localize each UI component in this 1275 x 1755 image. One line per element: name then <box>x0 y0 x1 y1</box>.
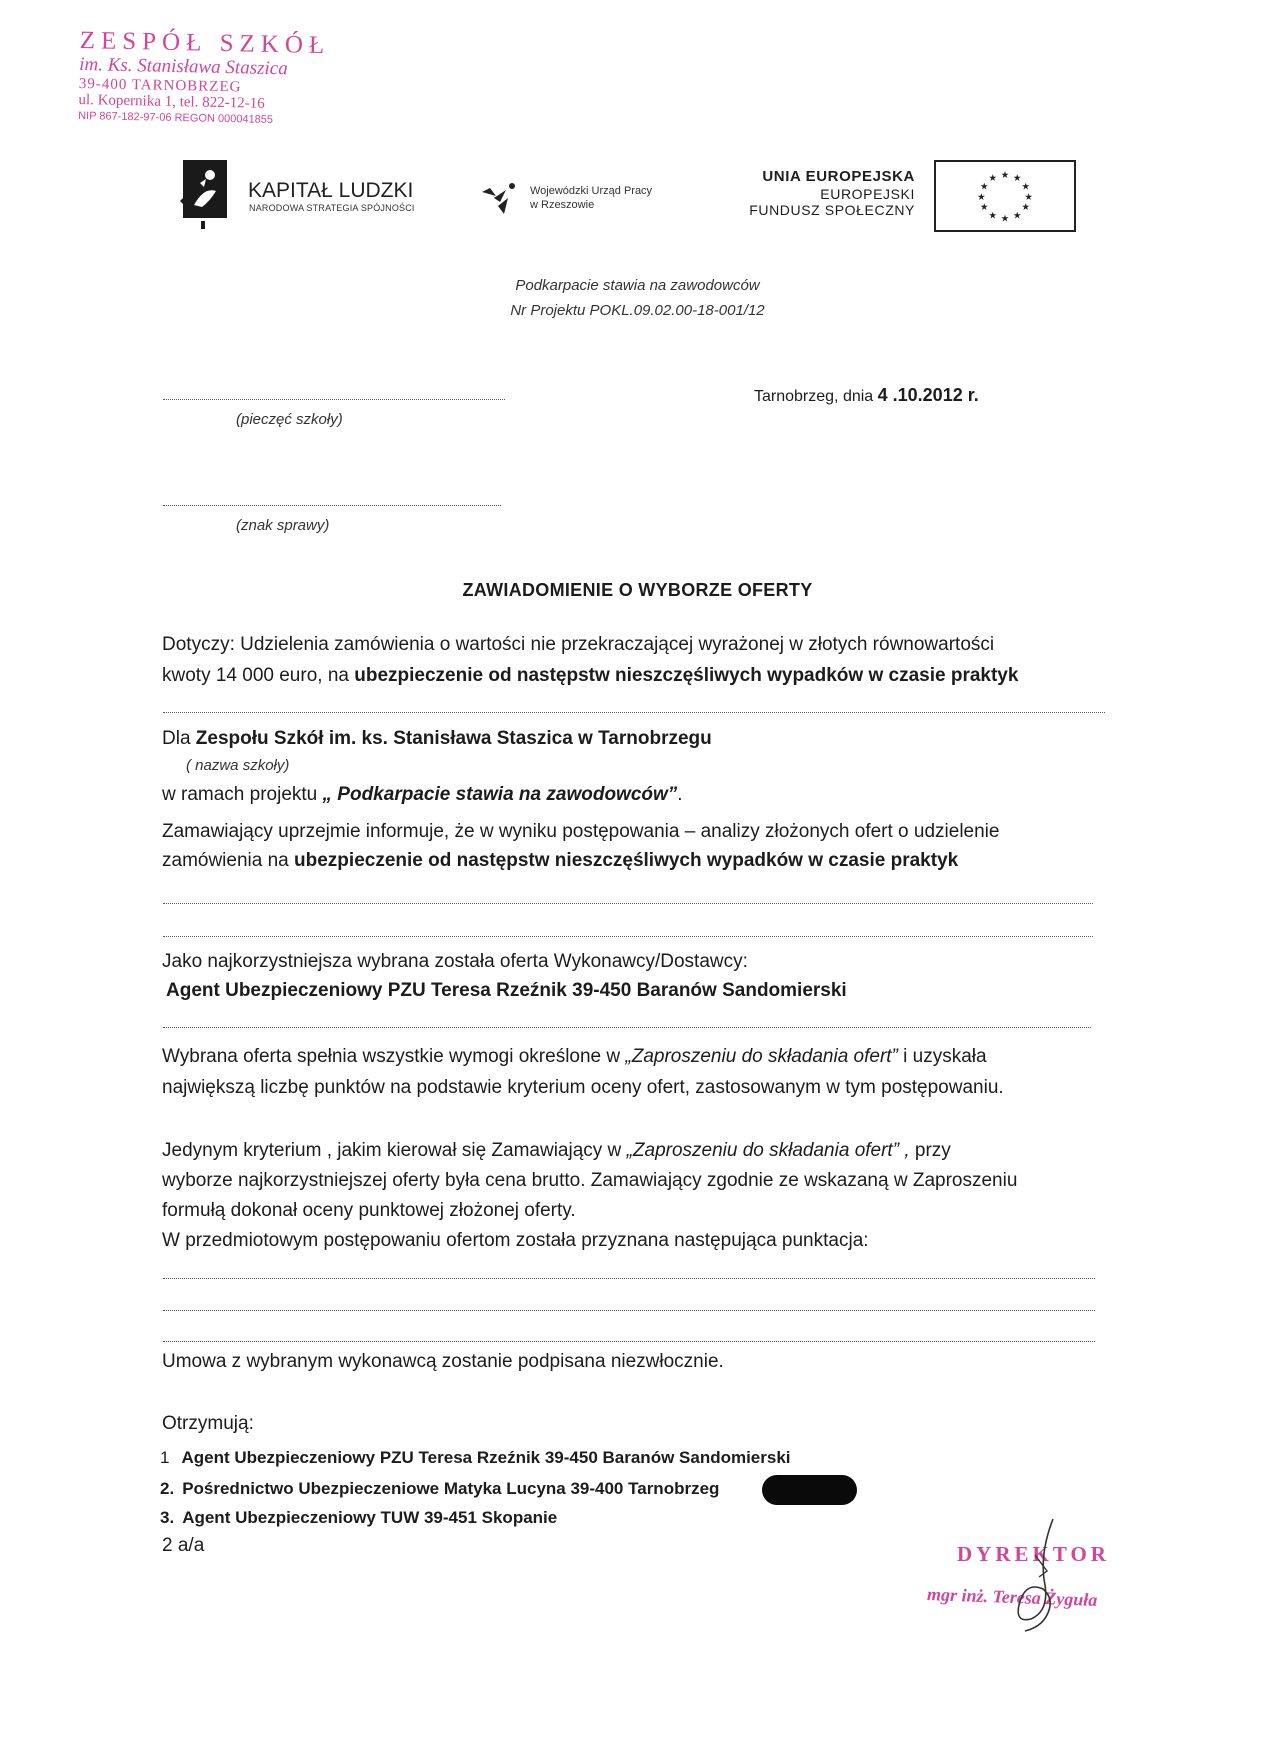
project-number: Nr Projektu POKL.09.02.00-18-001/12 <box>510 302 765 319</box>
director-stamp-title: DYREKTOR <box>957 1542 1110 1566</box>
svg-text:★: ★ <box>988 172 997 184</box>
subject-bold: ubezpieczenie od następstw nieszczęśliwych wypadków w czasie praktyk <box>294 850 959 871</box>
svg-text:★: ★ <box>979 181 989 193</box>
list-item <box>160 1479 719 1499</box>
kapital-ludzki-title: KAPITAŁ LUDZKI <box>248 179 414 202</box>
invitation-title: „Zaproszeniu do składania ofert” , <box>626 1140 910 1161</box>
wup-line: w Rzeszowie <box>530 198 595 211</box>
project-line <box>162 784 683 806</box>
svg-text:★: ★ <box>1013 172 1022 184</box>
archive-note: 2 a/a <box>162 1535 205 1556</box>
text-span: zamówienia na <box>162 850 295 871</box>
receivers-label: Otrzymują: <box>162 1413 254 1434</box>
criterion-line-2: wyborze najkorzystniejszej oferty była cena brutto. Zamawiający zgodnie ze wskazaną w Zaproszeniu <box>162 1170 1018 1191</box>
text-span: . <box>677 784 683 805</box>
text-span: w ramach projektu <box>162 784 323 805</box>
school-stamp <box>78 28 370 128</box>
school-stamp-label: (pieczęć szkoły) <box>236 411 343 428</box>
stamp-line: ZESPÓŁ SZKÓŁ <box>79 27 331 60</box>
case-mark-label: (znak sprawy) <box>236 517 330 534</box>
invitation-title: „Zaproszeniu do składania ofert” <box>625 1046 898 1067</box>
list-item <box>160 1508 557 1528</box>
chosen-line-2: największą liczbę punktów na podstawie kryterium oceny ofert, zastosowanym w tym postępowaniu. <box>162 1077 1004 1098</box>
wup-name <box>530 185 652 213</box>
project-name: Podkarpacie stawia na zawodowców <box>515 277 760 294</box>
eu-line: EUROPEJSKI <box>820 185 915 202</box>
svg-text:★: ★ <box>1021 202 1031 214</box>
school-name: Zespołu Szkół im. ks. Stanisława Staszica w Tarnobrzegu <box>195 728 712 749</box>
list-item <box>160 1448 791 1468</box>
kapital-ludzki-subtitle: NARODOWA STRATEGIA SPÓJNOŚCI <box>249 203 415 213</box>
eu-fund-text <box>700 168 915 219</box>
stamp-line: NIP 867-182-97-06 REGON 000041855 <box>78 109 274 127</box>
list-number: 1 <box>160 1448 170 1467</box>
dotted-line <box>163 1310 1095 1311</box>
director-stamp-name: mgr inż. Teresa Żyguła <box>926 1584 1098 1610</box>
stamp-placeholder-line <box>163 399 505 400</box>
text-span: Dla <box>162 728 196 749</box>
best-offer-line: Jako najkorzystniejsza wybrana została oferta Wykonawcy/Dostawcy: <box>162 951 748 972</box>
list-text: Agent Ubezpieczeniowy TUW 39-451 Skopanie <box>182 1508 558 1527</box>
points-line: W przedmiotowym postępowaniu ofertom została przyznana następująca punktacja: <box>162 1230 869 1251</box>
svg-text:★: ★ <box>1024 191 1033 203</box>
list-number: 2. <box>160 1479 175 1498</box>
dotted-line <box>163 712 1105 713</box>
case-placeholder-line <box>163 505 501 506</box>
text-span: przy <box>909 1140 951 1161</box>
dotted-line <box>163 903 1093 904</box>
inform-line-2 <box>162 850 958 872</box>
svg-text:★: ★ <box>977 191 986 203</box>
svg-text:★: ★ <box>988 210 997 222</box>
criterion-line-3: formułą dokonał oceny punktowej złożonej oferty. <box>162 1200 576 1221</box>
signature-icon <box>995 1515 1085 1635</box>
contract-line: Umowa z wybranym wykonawcą zostanie podpisana niezwłocznie. <box>162 1351 724 1372</box>
svg-text:★: ★ <box>1000 213 1010 225</box>
date-prefix: Tarnobrzeg, dnia <box>754 388 878 405</box>
stamp-line: ul. Kopernika 1, tel. 822-12-16 <box>78 91 265 112</box>
text-span: Wybrana oferta spełnia wszystkie wymogi określone w <box>162 1046 626 1067</box>
document-date <box>754 385 979 406</box>
contractor-name: Agent Ubezpieczeniowy PZU Teresa Rzeźnik 39-450 Baranów Sandomierski <box>166 980 847 1001</box>
dotted-line <box>163 1341 1095 1342</box>
dotted-line <box>163 1027 1091 1028</box>
kapital-ludzki-logo-icon <box>180 157 230 231</box>
date-value: 4 .10.2012 r. <box>877 385 979 405</box>
subject-line-2 <box>162 665 1018 687</box>
document-title: ZAWIADOMIENIE O WYBORZE OFERTY <box>462 580 813 600</box>
svg-text:★: ★ <box>1021 181 1031 193</box>
stamp-line: 39-400 TARNOBRZEG <box>78 75 242 96</box>
text-span: kwoty 14 000 euro, na <box>162 665 355 686</box>
text-span: Jedynym kryterium , jakim kierował się Zamawiający w <box>162 1140 627 1161</box>
svg-text:★: ★ <box>1013 210 1022 222</box>
wup-logo-icon <box>480 180 520 216</box>
project-name-bold: „ Podkarpacie stawia na zawodowców” <box>322 784 678 805</box>
inform-line-1: Zamawiający uprzejmie informuje, że w wyniku postępowania – analizy złożonych ofert o udzielenie <box>162 821 1000 842</box>
list-number: 3. <box>160 1508 175 1527</box>
school-name-label: ( nazwa szkoły) <box>186 757 290 774</box>
eu-line: FUNDUSZ SPOŁECZNY <box>749 202 915 219</box>
list-text: Pośrednictwo Ubezpieczeniowe Matyka Lucyna 39-400 Tarnobrzeg <box>182 1479 720 1498</box>
redaction-mark <box>762 1475 857 1505</box>
list-text: Agent Ubezpieczeniowy PZU Teresa Rzeźnik 39-450 Baranów Sandomierski <box>181 1448 791 1467</box>
eu-line: UNIA EUROPEJSKA <box>762 168 915 185</box>
chosen-line-1 <box>162 1046 987 1068</box>
school-line <box>162 728 712 750</box>
svg-text:★: ★ <box>1000 170 1010 182</box>
dotted-line <box>163 936 1093 937</box>
svg-text:★: ★ <box>979 202 989 214</box>
text-span: i uzyskała <box>897 1046 987 1067</box>
criterion-line-1 <box>162 1140 951 1162</box>
subject-line-1: Dotyczy: Udzielenia zamówienia o wartości nie przekraczającej wyrażonej w złotych równowartości <box>162 634 995 655</box>
eu-flag-icon <box>934 160 1076 232</box>
wup-line: Wojewódzki Urząd Pracy <box>530 185 653 197</box>
dotted-line <box>163 1278 1095 1279</box>
stamp-line: im. Ks. Stanisława Staszica <box>79 53 288 80</box>
subject-bold: ubezpieczenie od następstw nieszczęśliwych wypadków w czasie praktyk <box>354 665 1019 686</box>
